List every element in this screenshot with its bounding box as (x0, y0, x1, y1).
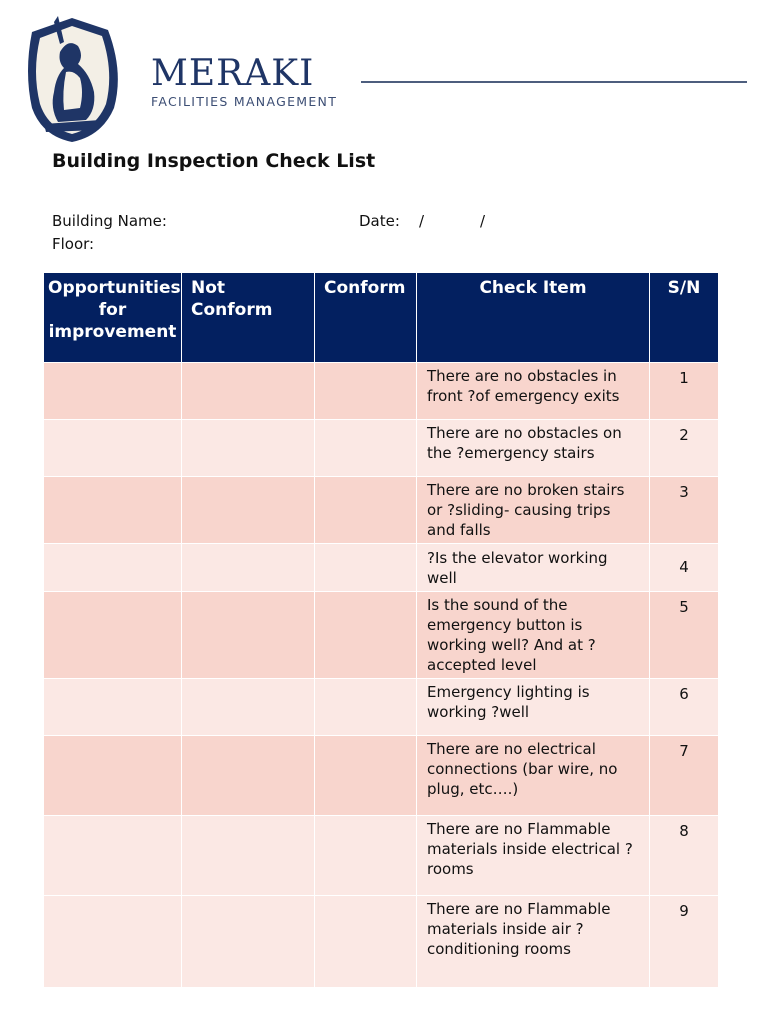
not-conform-cell[interactable] (182, 592, 315, 679)
serial-number: 9 (650, 896, 719, 988)
check-item-text: There are no obstacles in front ?of emergency exits (417, 363, 650, 420)
inspection-table (43, 272, 719, 988)
opportunities-cell[interactable] (44, 544, 182, 592)
brand-name: MERAKI (151, 53, 315, 94)
not-conform-cell[interactable] (182, 816, 315, 896)
opportunities-cell[interactable] (44, 363, 182, 420)
conform-cell[interactable] (315, 363, 417, 420)
serial-number: 7 (650, 736, 719, 816)
table-header-row (44, 273, 719, 363)
date-label: Date: (359, 212, 400, 230)
check-item-text: There are no obstacles on the ?emergency stairs (417, 420, 650, 477)
page-title: Building Inspection Check List (52, 150, 376, 172)
header-divider (361, 81, 747, 83)
serial-number: 5 (650, 592, 719, 679)
floor-label: Floor: (52, 235, 95, 253)
serial-number: 4 (650, 544, 719, 592)
table-row (44, 896, 719, 988)
date-separator-2: / (480, 212, 486, 230)
serial-number: 2 (650, 420, 719, 477)
conform-cell[interactable] (315, 679, 417, 736)
check-item-text: Emergency lighting is working ?well (417, 679, 650, 736)
not-conform-cell[interactable] (182, 477, 315, 544)
table-row (44, 592, 719, 679)
date-separator-1: / (419, 212, 425, 230)
header-conform: Conform (315, 273, 417, 363)
check-item-text: There are no Flammable materials inside electrical ?rooms (417, 816, 650, 896)
table-row (44, 477, 719, 544)
not-conform-cell[interactable] (182, 420, 315, 477)
serial-number: 1 (650, 363, 719, 420)
not-conform-cell[interactable] (182, 896, 315, 988)
conform-cell[interactable] (315, 592, 417, 679)
building-name-label: Building Name: (52, 212, 167, 230)
header-check-item: Check Item (417, 273, 650, 363)
conform-cell[interactable] (315, 896, 417, 988)
table-row (44, 420, 719, 477)
brand-subtitle: FACILITIES MANAGEMENT (151, 94, 338, 109)
table-row (44, 363, 719, 420)
conform-cell[interactable] (315, 477, 417, 544)
header-opportunities: Opportunities for improvement (44, 273, 182, 363)
opportunities-cell[interactable] (44, 736, 182, 816)
brand (151, 54, 337, 110)
check-item-text: There are no broken stairs or ?sliding- causing trips and falls (417, 477, 650, 544)
opportunities-cell[interactable] (44, 679, 182, 736)
not-conform-cell[interactable] (182, 736, 315, 816)
check-item-text: There are no Flammable materials inside air ?conditioning rooms (417, 896, 650, 988)
meraki-logo-icon (24, 12, 128, 146)
check-item-text: There are no electrical connections (bar wire, no plug, etc….) (417, 736, 650, 816)
not-conform-cell[interactable] (182, 679, 315, 736)
conform-cell[interactable] (315, 544, 417, 592)
opportunities-cell[interactable] (44, 896, 182, 988)
header-sn: S/N (650, 273, 719, 363)
header-not-conform: Not Conform (182, 273, 315, 363)
table-row (44, 544, 719, 592)
opportunities-cell[interactable] (44, 816, 182, 896)
serial-number: 8 (650, 816, 719, 896)
opportunities-cell[interactable] (44, 592, 182, 679)
opportunities-cell[interactable] (44, 420, 182, 477)
conform-cell[interactable] (315, 816, 417, 896)
check-item-text: Is the sound of the emergency button is working well? And at ?accepted level (417, 592, 650, 679)
table-row (44, 816, 719, 896)
table-row (44, 736, 719, 816)
not-conform-cell[interactable] (182, 363, 315, 420)
not-conform-cell[interactable] (182, 544, 315, 592)
serial-number: 3 (650, 477, 719, 544)
conform-cell[interactable] (315, 420, 417, 477)
conform-cell[interactable] (315, 736, 417, 816)
table-row (44, 679, 719, 736)
check-item-text: ?Is the elevator working well (417, 544, 650, 592)
serial-number: 6 (650, 679, 719, 736)
opportunities-cell[interactable] (44, 477, 182, 544)
